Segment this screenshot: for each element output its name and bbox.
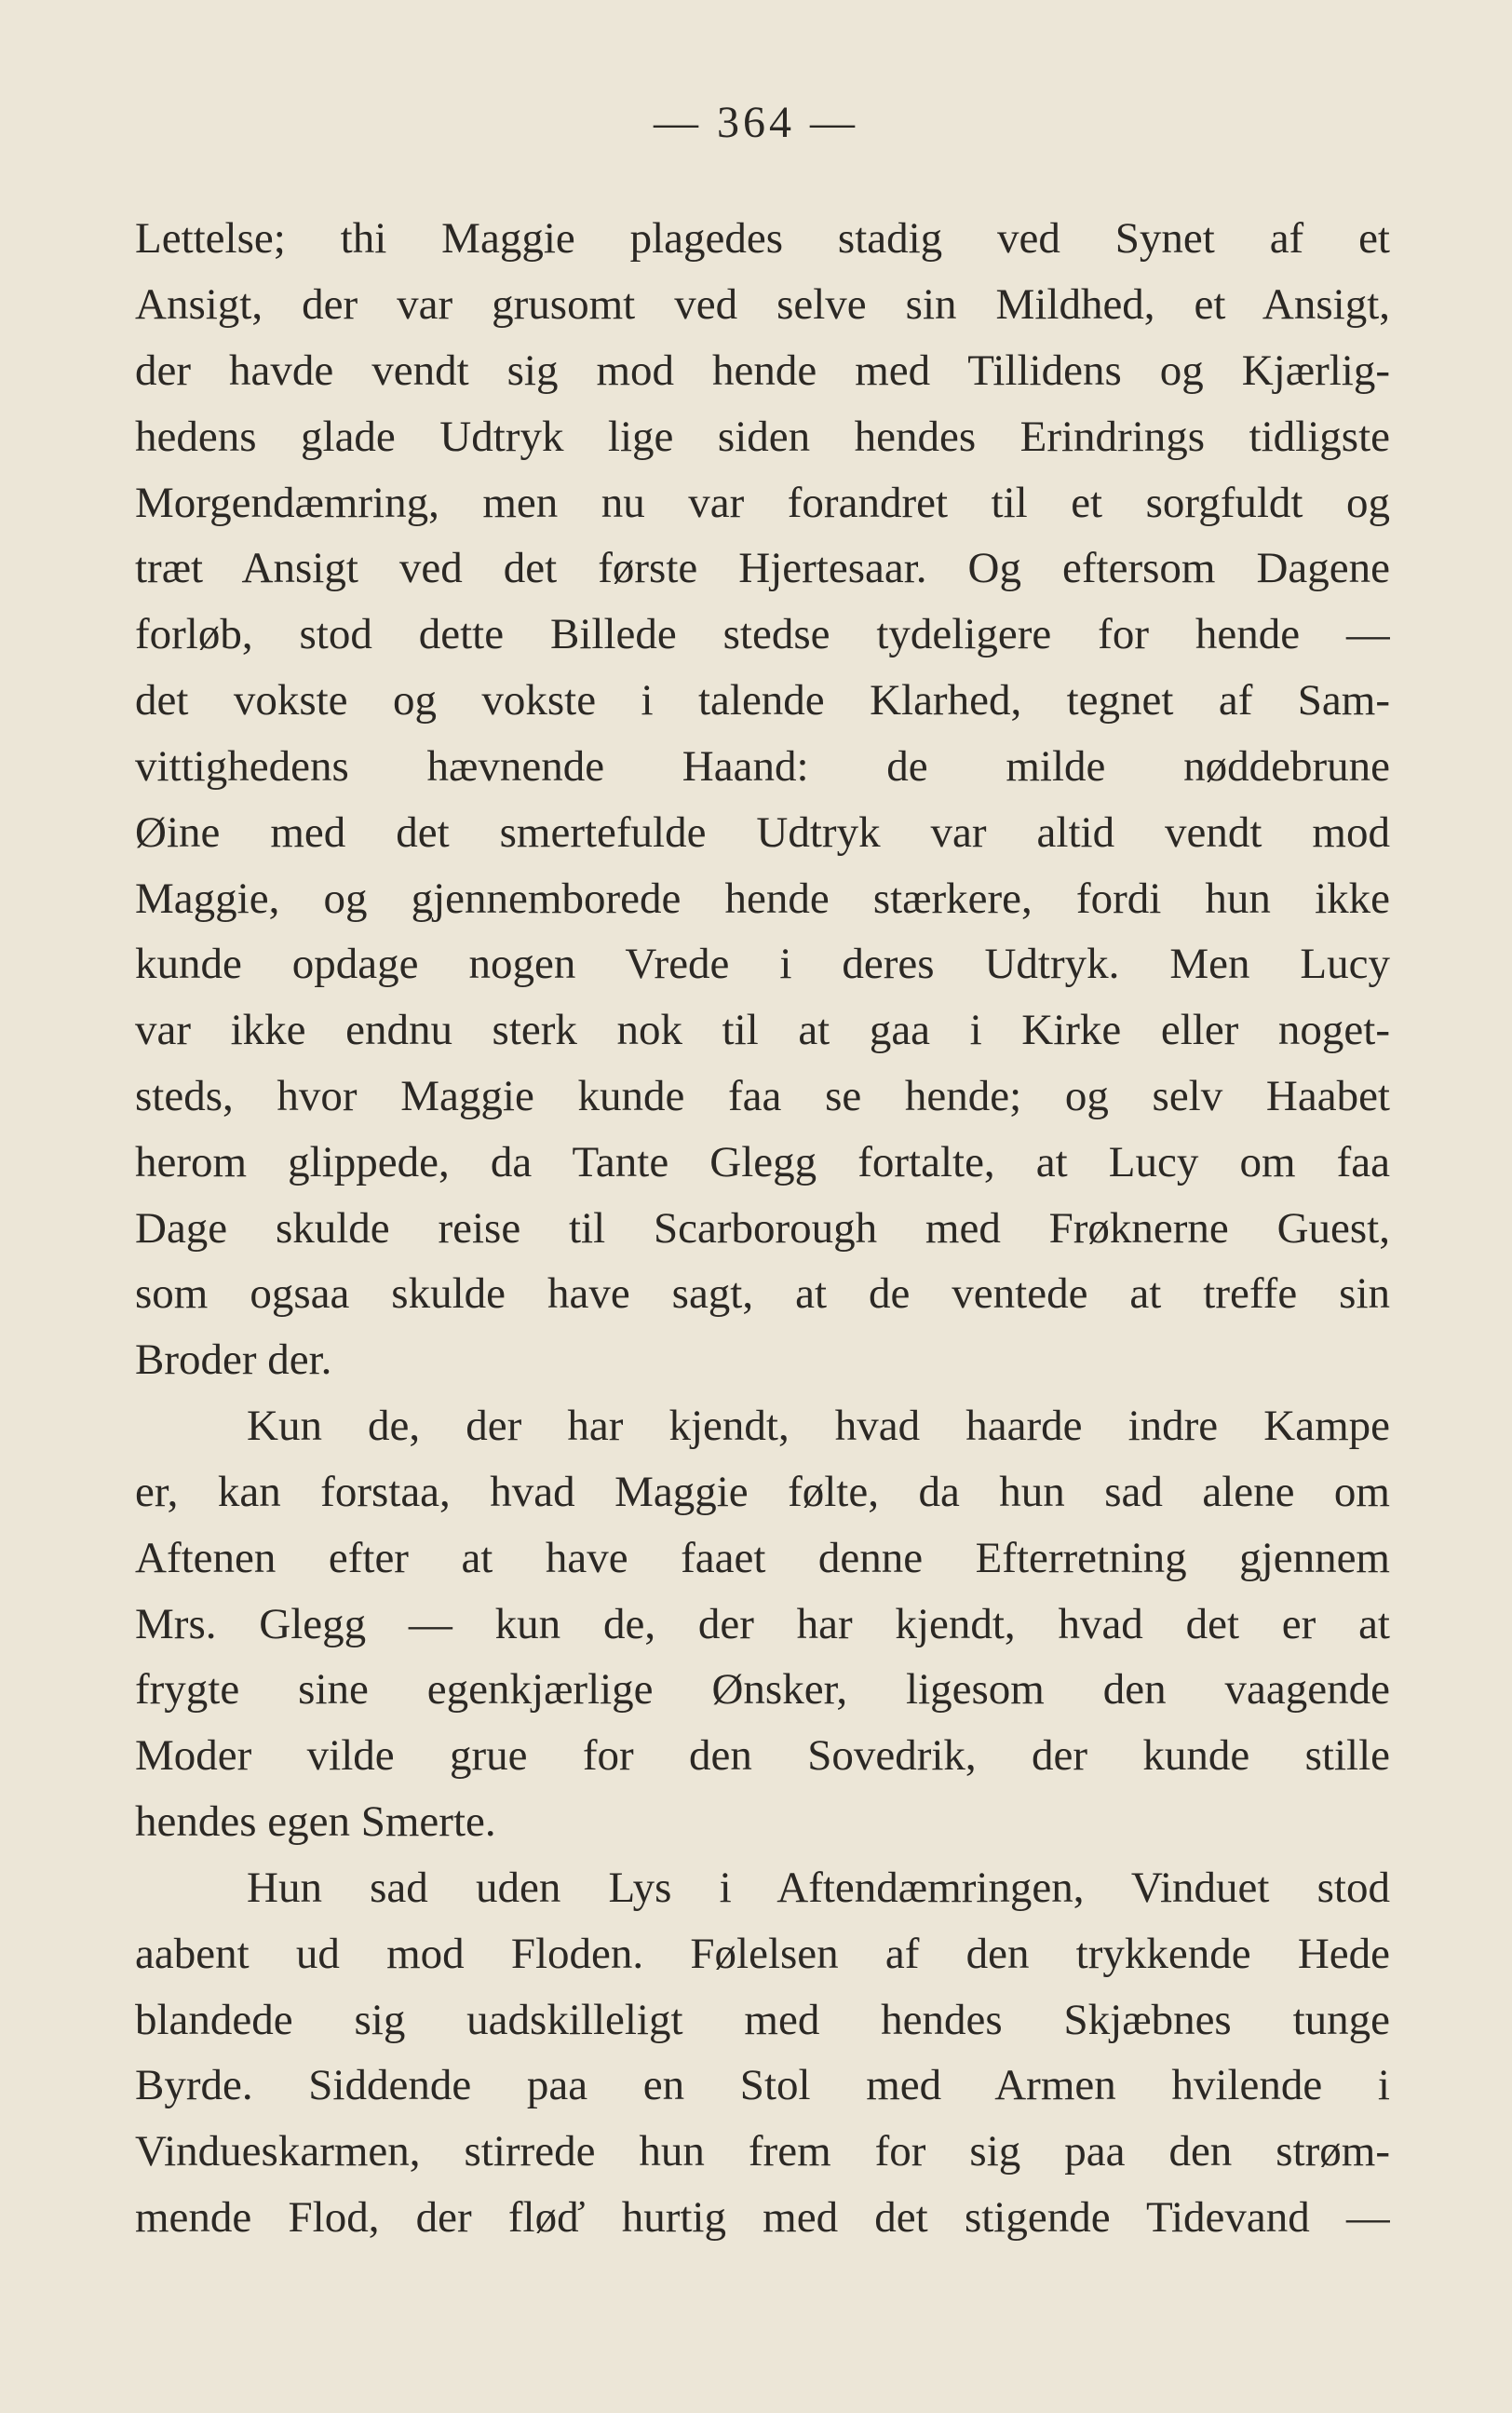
text-line: var ikke endnu sterk nok til at gaa i Kirke eller noget- — [135, 1006, 1390, 1054]
text-line: Morgendæmring, men nu var forandret til et sorgfuldt og — [135, 479, 1390, 527]
text-line: Maggie, og gjennemborede hende stærkere, fordi hun ikke — [135, 874, 1390, 923]
text-line: herom glippede, da Tante Glegg fortalte, at Lucy om faa — [135, 1138, 1390, 1186]
text-line: steds, hvor Maggie kunde faa se hende; og selv Haabet — [135, 1072, 1390, 1120]
text-line: Hun sad uden Lys i Aftendæmringen, Vinduet stod — [247, 1864, 1390, 1912]
text-line: mende Flod, der fløď hurtig med det stigende Tidevand — — [135, 2193, 1390, 2242]
text-line: Vindueskarmen, stirrede hun frem for sig paa den strøm- — [135, 2127, 1390, 2176]
text-line: Aftenen efter at have faaet denne Efterretning gjennem — [135, 1534, 1390, 1582]
text-line: der havde vendt sig mod hende med Tillidens og Kjærlig- — [135, 346, 1390, 395]
text-line: som ogsaa skulde have sagt, at de ventede at treffe sin — [135, 1269, 1390, 1318]
text-line: Dage skulde reise til Scarborough med Frøknerne Guest, — [135, 1204, 1390, 1253]
text-line: Øine med det smertefulde Udtryk var altid vendt mod — [135, 808, 1390, 857]
text-line: det vokste og vokste i talende Klarhed, tegnet af Sam- — [135, 676, 1390, 725]
text-line: Moder vilde grue for den Sovedrik, der kunde stille — [135, 1731, 1390, 1780]
text-line: forløb, stod dette Billede stedse tydeligere for hende — — [135, 610, 1390, 658]
text-line: Kun de, der har kjendt, hvad haarde indre Kampe — [247, 1402, 1390, 1450]
text-line: træt Ansigt ved det første Hjertesaar. Og eftersom Dagene — [135, 544, 1390, 592]
text-line: Mrs. Glegg — kun de, der har kjendt, hvad det er at — [135, 1600, 1390, 1648]
text-line: blandede sig uadskilleligt med hendes Skjæbnes tunge — [135, 1996, 1390, 2044]
text-line: vittighedens hævnende Haand: de milde nøddebrune — [135, 742, 1390, 791]
page-number: — 364 — — [654, 98, 858, 147]
text-line: er, kan forstaa, hvad Maggie følte, da hun sad alene om — [135, 1468, 1390, 1516]
text-line: Lettelse; thi Maggie plagedes stadig ved Synet af et — [135, 214, 1390, 263]
text-line: Byrde. Siddende paa en Stol med Armen hvilende i — [135, 2061, 1390, 2109]
text-line: hedens glade Udtryk lige siden hendes Erindrings tidligste — [135, 413, 1390, 461]
text-line: hendes egen Smerte. — [135, 1797, 496, 1846]
text-line: Ansigt, der var grusomt ved selve sin Mildhed, et Ansigt, — [135, 280, 1390, 329]
text-line: Broder der. — [135, 1335, 332, 1384]
text-line: aabent ud mod Floden. Følelsen af den trykkende Hede — [135, 1930, 1390, 1978]
text-line: kunde opdage nogen Vrede i deres Udtryk. Men Lucy — [135, 940, 1390, 988]
text-line: frygte sine egenkjærlige Ønsker, ligesom den vaagende — [135, 1665, 1390, 1714]
